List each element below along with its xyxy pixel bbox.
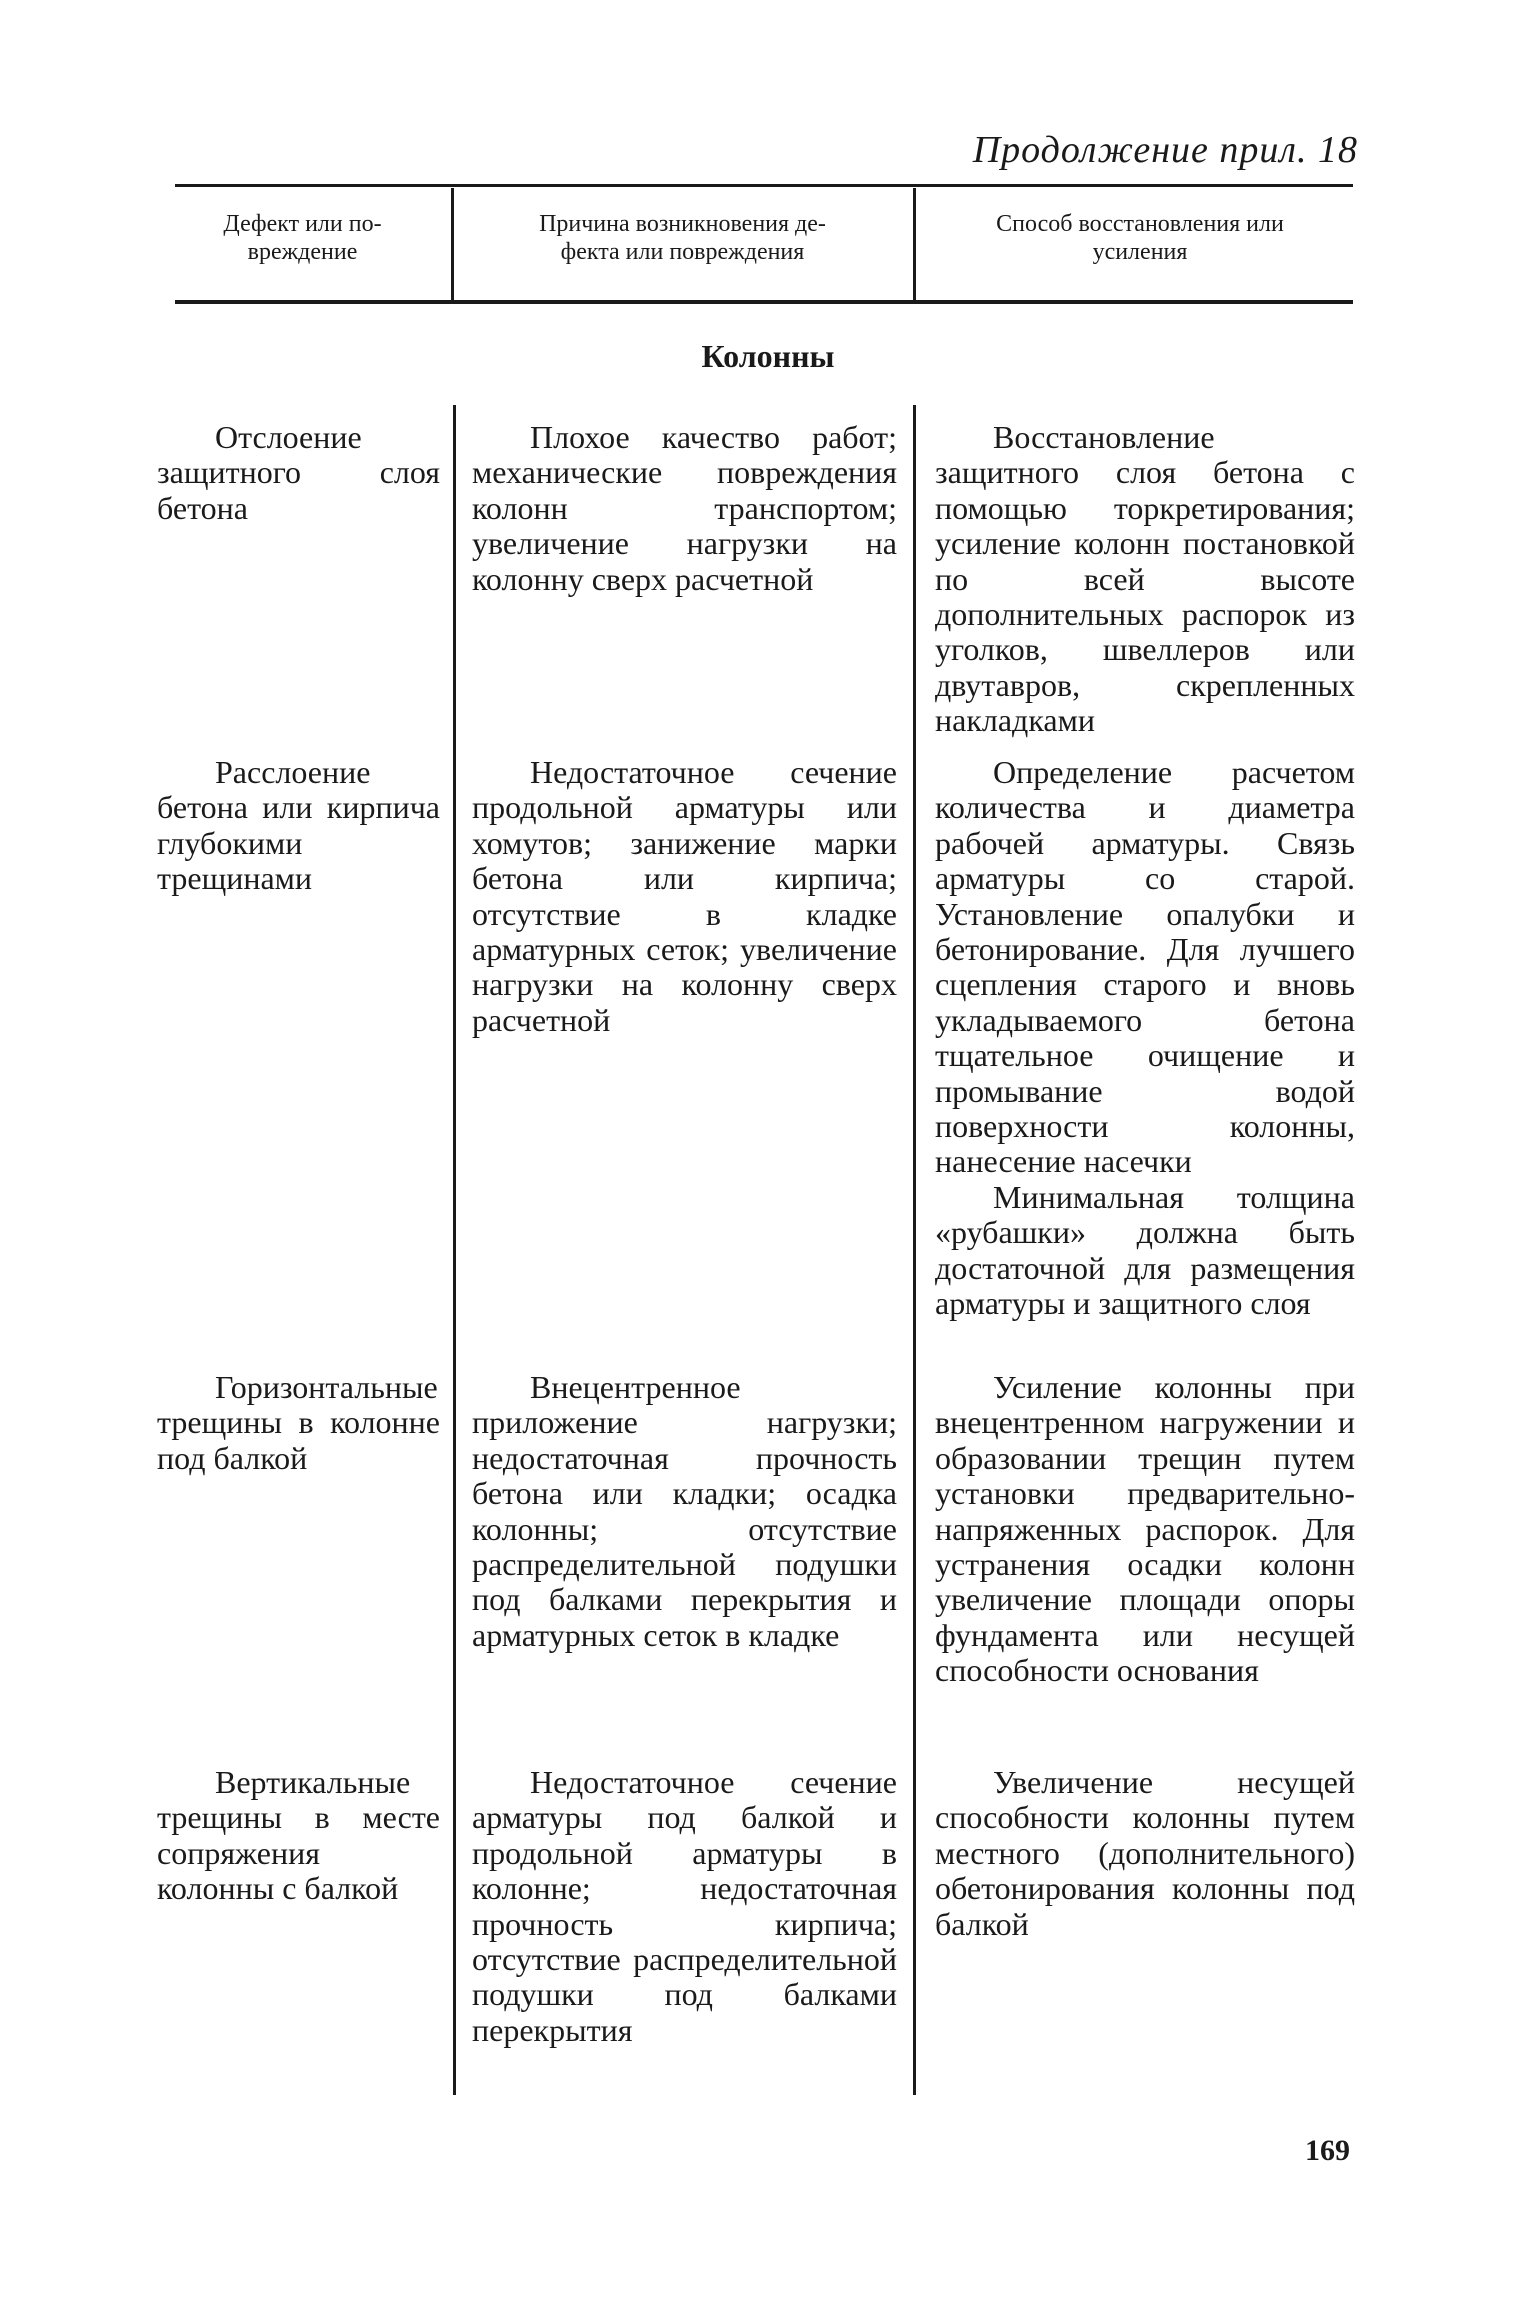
row-1-defect: Отслоение защитного слоя бетона (157, 419, 440, 526)
row-2-method-note: Минимальная толщина «рубашки» должна быть достаточной для размещения арматуры и защитного слоя (935, 1178, 1355, 1322)
row-3-defect: Горизонтальные трещины в колонне под балкой (157, 1369, 440, 1476)
header-divider-1 (451, 188, 454, 300)
row-4-method: Увеличение несущей способности колонны путем местного (дополнительного) обетонирования колонны под балкой (935, 1764, 1355, 1942)
header-defect: Дефект или по- вреждение (223, 211, 382, 265)
row-3-cause: Внецентренное приложение нагрузки; недостаточная прочность бетона или кладки; осадка колонны; отсутствие распределительной подушки под балками перекрытия и арматурных сеток в кладке (472, 1369, 897, 1653)
row-2-method-block (935, 755, 1355, 1322)
column-divider-2 (913, 405, 916, 2095)
row-2-method: Определение расчетом количества и диаметра рабочей арматуры. Связь арматуры со старой. Установление опалубки и бетонирование. Для лучшего сцепления старого и вновь укладываемого бетона тщательное очищение и промывание водой поверхности колонны, нанесение насечки (935, 754, 1355, 1180)
row-2-cause: Недостаточное сечение продольной арматуры или хомутов; занижение марки бетона или кирпича; отсутствие в кладке арматурных сеток; увеличение нагрузки на колонну сверх расчетной (472, 754, 897, 1038)
row-1-method: Восстановление защитного слоя бетона с помощью торкретирования; усиление колонн постановкой по всей высоте дополнительных распорок из уголков, швеллеров или двутавров, скрепленных накладками (935, 419, 1355, 739)
table-top-rule (175, 184, 1353, 187)
section-title: Колонны (701, 338, 835, 374)
page-number: 169 (1305, 2134, 1350, 2167)
header-cause: Причина возникновения де- фекта или повреждения (539, 211, 826, 265)
header-method: Способ восстановления или усиления (996, 211, 1284, 265)
row-3-method: Усиление колонны при внецентренном нагружении и образовании трещин путем установки предварительно-напряженных распорок. Для устранения осадки колонн увеличение площади опоры фундамента или несущей способности основания (935, 1369, 1355, 1689)
table-header-rule (175, 300, 1353, 304)
row-2-defect: Расслоение бетона или кирпича глубокими трещинами (157, 754, 440, 897)
row-4-defect: Вертикальные трещины в месте сопряжения колонны с балкой (157, 1764, 440, 1907)
column-divider-1 (453, 405, 456, 2095)
header-divider-2 (913, 188, 916, 300)
row-1-cause: Плохое качество работ; механические повреждения колонн транспортом; увеличение нагрузки на колонну сверх расчетной (472, 419, 897, 597)
running-head: Продолжение прил. 18 (972, 129, 1358, 171)
row-4-cause: Недостаточное сечение арматуры под балкой и продольной арматуры в колонне; недостаточная прочность кирпича; отсутствие распределительной подушки под балками перекрытия (472, 1764, 897, 2048)
